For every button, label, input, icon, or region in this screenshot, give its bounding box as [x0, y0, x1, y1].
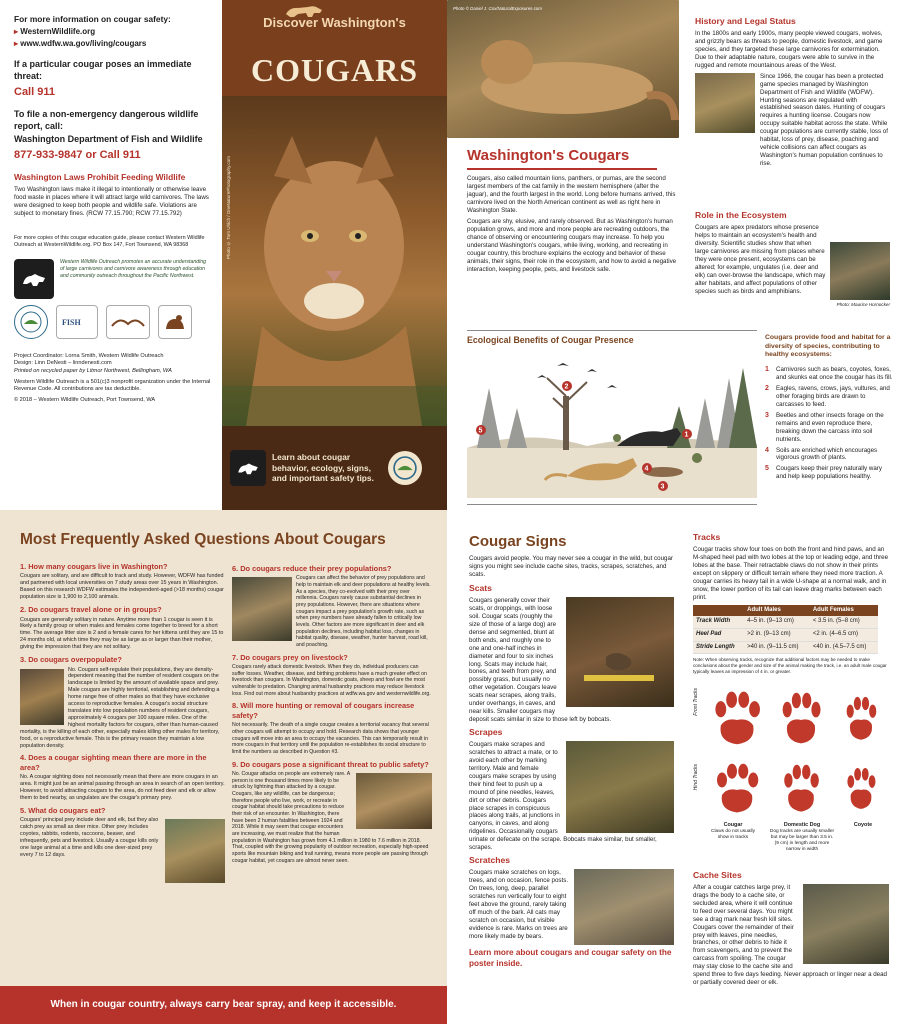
scratches-text: Cougars make scratches on logs, trees, and on occasion, fence posts. On trees, long, deep, parallel scratches run vertically four to eight feet above the ground, rarely taking off much of the bark. All cats may scratch on occasion, but visible evidence is rare. Marks on trees are more likely made by bears.: [469, 869, 569, 940]
wwo-text: Western Wildlife Outreach promotes an accurate understanding of large carnivores and carnivore awareness through education and community outreach throughout the Pacific Northwest.: [60, 259, 207, 279]
eco-marker-2: 2: [564, 383, 569, 391]
scats-title: Scats: [469, 583, 492, 593]
cougar-caption: Cougar Claws do not usually show in tracks: [711, 821, 755, 840]
wildcare-logo: [106, 305, 150, 339]
history-section: [695, 16, 890, 168]
link-westernwildlife[interactable]: ▸ WesternWildlife.org: [14, 27, 212, 37]
tracks-note: Note: When observing tracks, recognize that additional factors may be needed to make conclusions about the gender and size of the animal making the track, i.e. an adult male cougar typically leaves an impression of 4 in. or greater.: [693, 657, 887, 674]
tracks-title: Tracks: [693, 532, 721, 542]
eco-scene: [467, 348, 757, 498]
scrapes-title: Scrapes: [469, 727, 503, 737]
table-row: Track Width 4–5 in. (9–13 cm) < 3.5 in. (5–8 cm): [693, 616, 878, 628]
coyote-caption: Coyote: [853, 821, 873, 828]
copies-text: For more copies of this cougar education guide, please contact Western Wildlife Outreach at WesternWildlife.org. PO Box 147, Fort Townsend, WA 98368: [14, 235, 205, 249]
hind-tracks-label: Hind Tracks: [693, 763, 699, 791]
wa-cougars-title: Washington's Cougars: [467, 147, 630, 164]
dog-caption: Domestic Dog Dog tracks are usually smaller but may be larger than 3.5 in. (9 cm) in length and more narrow in width: [769, 821, 835, 853]
eco-item-4: 4 Soils are enriched which encourages vigorous growth of plants.: [765, 446, 878, 462]
eco-item-3: 3 Beetles and other insects forage on the remains and even reproduce there, breaking down the carcass into soil nutrients.: [765, 411, 884, 443]
faq-col-right: [232, 560, 432, 867]
faq-panel: [0, 510, 447, 1024]
eco-title: Ecological Benefits of Cougar Presence: [467, 335, 634, 345]
more-info-heading: For more information on cougar safety:: [14, 14, 171, 24]
ecosystem-photo: [830, 242, 890, 300]
eco-marker-3: 3: [660, 483, 665, 491]
eco-item-2: 2 Eagles, ravens, crows, jays, vultures, and other foraging birds are drawn to carcasses to feed.: [765, 384, 890, 408]
coyote-hind-print: [847, 768, 875, 809]
cache-title: Cache Sites: [693, 869, 742, 880]
nonprofit-text: Western Wildlife Outreach is a 501(c)3 nonprofit organization under the Internal Revenue Code. All contributions are tax deductible.: [14, 378, 211, 392]
scats-text: Cougars generally cover their scats, or droppings, with loose soil. Cougar scats (roughly the size of those of a large dog) are dense and segmented, blunt at both ends, and roughly one to one and one-half inches in diameter and four to six inches long. Scats may include hair, bones, and teeth from prey, and possibly grass, but usually no other vegetation. Cougars leave scats near scrapes, along trails, under overhangs, in caves, and near kills. Smaller cougars may deposit scats similar in size to those left by bobcats.: [469, 597, 612, 724]
faq-a3: No. Cougars self-regulate their populations, they are density-dependent meaning that the number of resident cougars on the landscape is limited by the amount of available space and prey. Male cougars are highly territorial, establishing and defending a home range free of other males so that they have exclusive access to reproductive females. A cougar's social structure translates into low population numbers of resident cougars, approximately 4 cougars per 100 square miles. One of the highest mortality factors for cougars, other than human-caused mortality, is the killing of each other, especially males killing other males for territory, food, or a reproductive female. This is the primary reason they maintain a low population density.: [20, 666, 220, 749]
eco-benefits-list: [765, 334, 893, 484]
cache-photo: [803, 884, 889, 964]
table-row: Heel Pad >2 in. (9–13 cm) <2 in. (4–6.5 cm): [693, 628, 878, 641]
nonemergency-heading: To file a non-emergency dangerous wildlife report, call:: [14, 108, 199, 131]
eco-marker-5: 5: [478, 427, 483, 435]
col-adult-females: Adult Females: [810, 605, 878, 617]
faq-q8: 8. Will more hunting or removal of cougars increase safety?: [232, 701, 415, 720]
faq-col-left: [20, 558, 225, 885]
faq-q2: 2. Do cougars travel alone or in groups?: [20, 605, 162, 615]
faq-q6: 6. Do cougars reduce their prey populations?: [232, 564, 392, 573]
threat-heading: If a particular cougar poses an immediate threat:: [14, 59, 192, 82]
scrape-photo: [566, 741, 674, 833]
link-wdfw[interactable]: ▸ www.wdfw.wa.gov/living/cougars: [14, 39, 212, 49]
wa-cougars-p2: Cougars are shy, elusive, and rarely observed. But as Washington's human population grows, and more and more people are recreating outdoors, the chance of observing or encountering cougars may increase. To help you understand Washington's cougars, while living, working, and recreating in cougar country, this brochure explains the ecology and behavior of these animals, their signs, their role in the ecosystem, and how to avoid a negative interaction, keeping people, pets, and livestock safe.: [467, 217, 677, 273]
paw-print-grid: [703, 680, 889, 830]
laws-title: Washington Laws Prohibit Feeding Wildlife: [14, 171, 186, 182]
cover-footer: [222, 426, 447, 510]
eco-item-1: 1 Carnivores such as bears, coyotes, foxes, and skunks eat once the cougar has its fill.: [765, 366, 893, 381]
faq-q3: 3. Do cougars overpopulate?: [20, 655, 122, 665]
faq-a5: Cougars' principal prey include deer and elk, but they also catch prey as small as deer mice. Other prey includes coyotes, rabbits, rodents, raccoons, beaver, and infrequently, pets and livestock. Usually a cougar kills only one large animal at a time and kills one deer-sized prey every 7 to 12 days.: [20, 817, 159, 858]
faq-title: Most Frequently Asked Questions About Cougars: [20, 531, 386, 548]
wa-photo-credit: Photo © Daniel J. Cox/NaturalExposures.com: [453, 6, 542, 11]
tracks-table: [693, 605, 878, 655]
faq-q7: 7. Do cougars prey on livestock?: [232, 652, 348, 662]
history-photo: [695, 73, 755, 133]
wwo-cover-logo: [230, 450, 266, 486]
faq-a9: No. Cougar attacks on people are extremely rare. A person is one thousand times more likely to be struck by lightning than attacked by a cougar. Cougars, like any wildlife, can be dangerous; therefore people who live, work, or recreate in cougar habitat should take precautions to reduce their risk of an encounter. In Washington, there have been 2 human fatalities between 1924 and 2018. While it may seem that cougar encounters are increasing, we must realize that the human population in Washington has grown from 4.1 million in 1980 to 7.6 million in 2018. That, coupled with the growing popularity of outdoor recreation, especially high-speed sports like mountain biking and trail running, means more people are passing through cougar habitat, yet cougars are almost never seen.: [232, 771, 429, 864]
scratches-title: Scratches: [469, 855, 511, 866]
washington-cougars-panel: [447, 0, 903, 510]
fish-wildlife-logo: [56, 305, 98, 339]
signs-intro: Cougars avoid people. You may never see a cougar in the wild, but cougar signs you might see include cache sites, tracks, scrapes, scratches, and scats.: [469, 555, 673, 579]
history-title: History and Legal Status: [695, 16, 796, 26]
reclining-cougar-photo: [447, 0, 679, 138]
wdfw-logo: [14, 305, 48, 339]
wa-cougars-p1: Cougars, also called mountain lions, panthers, or pumas, are the second largest members of the cat family in the western hemisphere (after the jaguar), and the fourth largest in the world. Long before humans arrived, this carnivore lived on the North American continent as well as right here in Washington State.: [467, 175, 676, 214]
wa-cougars-section: [467, 146, 677, 276]
faq-photo-3: [20, 669, 64, 725]
faq-photo-9: [356, 773, 432, 829]
faq-photo-6: [232, 577, 292, 641]
eco-marker-1: 1: [684, 431, 689, 439]
bear-logo: [158, 305, 192, 339]
wdfw-cover-logo: [388, 451, 422, 485]
signs-title: Cougar Signs: [469, 533, 567, 550]
scratches-photo: [574, 869, 674, 945]
cover-photo-credit: Photo © Tom Ulrich / OneNaturePhotography.com: [226, 156, 231, 260]
eco-illustration: [467, 330, 757, 505]
svg-text:FISH: FISH: [62, 318, 81, 328]
laws-text: Two Washington laws make it illegal to intentionally or otherwise leave food waste in places where it will attract large wild carnivores. The laws were designed to keep both people and wildlife safe. Violations are subject to monetary fines. (RCW 77.15.790; RCW 77.15.792): [14, 185, 209, 217]
poster-note: Learn more about cougars and cougar safety on the poster inside.: [469, 948, 672, 968]
contact-panel: [0, 0, 222, 510]
cougar-front-print: [715, 692, 760, 745]
agency-phone: 877-933-9847 or Call 911: [14, 148, 141, 161]
signs-col: [469, 532, 674, 972]
faq-q1: 1. How many cougars live in Washington?: [20, 562, 168, 571]
faq-a2: Cougars are generally solitary in nature. Anytime more than 1 cougar is seen it is likely a family group or when males and females come together to breed for a short time. The average litter size is 2 and a female cares for her kittens until they are 15 to 24 months old, at which time they may be as large as or larger than their mother, giving the impression that they are not solitary.: [20, 616, 224, 651]
eco-intro: Cougars provide food and habitat for a diversity of species, contributing to healthy ecosystems:: [765, 334, 891, 359]
eco-item-5: 5 Cougars keep their prey naturally wary and help keep populations healthy.: [765, 465, 882, 481]
credit-design: Design: Linn DeNesti – linndenesti.com: [14, 360, 112, 367]
agency-name: Washington Department of Fish and Wildlife: [14, 134, 203, 145]
coyote-front-print: [847, 697, 877, 740]
copyright: © 2018 – Western Wildlife Outreach, Port Townsend, WA: [14, 397, 156, 404]
wwo-logo: [14, 259, 54, 299]
faq-q5: 5. What do cougars eat?: [20, 806, 106, 815]
cover-cougar-photo: [222, 96, 447, 426]
history-p2: Since 1966, the cougar has been a protected game species managed by Washington Department of Fish and Wildlife (WDFW). Hunting seasons are regulated with established season dates. Hunting of cougars requires a hunting license. Cougars now occupy suitable habitat across the state. While cougar populations are currently stable, loss of habitat, loss of prey, disease, poaching and vehicle collisions can affect cougars as Washington's human population continues to rise.: [760, 72, 888, 167]
partner-logos: [14, 305, 212, 339]
ecosystem-p1: Cougars are apex predators whose presence helps to maintain an ecosystem's health and diversity. Scientific studies show that when large carnivores are missing from places where they were once present, ecosystems can be altered; for example, ungulates (i.e. deer and elk) can over-browse the landscape, which may alter habitats, and affect populations of other species such as birds and amphibians.: [695, 224, 826, 295]
table-row: Stride Length >40 in. (9–11.5 cm) <40 in. (4.5–7.5 cm): [693, 641, 878, 654]
front-tracks-label: Front Tracks: [693, 687, 699, 716]
faq-a8: Not necessarily. The death of a single cougar creates a territorial vacancy that several other cougars will attempt to occupy and hold. Research data shows that younger cougars will move into an area to occupy the vacancies. This can temporarily result in more cougars in that territory until the population re-establishes its social structure to limit the numbers as described in Question #3.: [232, 722, 429, 755]
cover-panel: [222, 0, 447, 510]
cache-text: After a cougar catches large prey, it drags the body to a cache site, or secluded area, where it will continue to feed over several days. You might see a drag mark near fresh kill sites. Cougars cover the remainder of their prey with leaves, pine needles, branches, or other debris to hide it from scavengers, and to prevent the carcass from spoiling. The cougar may stay close to the cache site and spend three to five days feeding. Never approach or linger near a dead or partially covered deer or elk.: [693, 883, 887, 987]
faq-a7: Cougars rarely attack domestic livestock. When they do, individual producers can suffer losses. Weather, disease, and birthing problems have a much greater effect on livestock than cougars. In Washington, domestic goats, sheep and fowl are the most vulnerable to predation. Changing animal husbandry practices may reduce livestock loss. Find out more about husbandry practices at wdfw.wa.gov and westernwildlife.org.: [232, 664, 431, 697]
signs-panel: [447, 510, 903, 1024]
faq-a1: Cougars are solitary, and are difficult to track and study. However, WDFW has funded and partnered with local universities on 7 study areas over 15 years in Washington. Based on this research WDFW estimates the independent-aged (>18 months) cougar population size is 1,900 to 2,100 animals.: [20, 573, 224, 601]
paw-prints: [693, 678, 889, 853]
credit-coordinator: Project Coordinator: Lorna Smith, Western Wildlife Outreach: [14, 353, 164, 360]
ecosystem-title: Role in the Ecosystem: [695, 210, 787, 220]
credits: [14, 353, 212, 404]
tracks-col: [693, 532, 889, 990]
history-p1: In the 1800s and early 1900s, many people viewed cougars, wolves, and grizzly bears as threats to people, domestic livestock, and game species, and they targeted these large carnivores for extermination. Due to their adaptable nature, cougars were able to survive in the rugged and remote mountainous areas of the West.: [695, 30, 883, 69]
credit-printed: Printed on recycled paper by Litmor Northwest, Bellingham, WA: [14, 367, 172, 374]
faq-a6: Cougars can affect the behavior of prey populations and help to maintain elk and deer populations at healthy levels. As a species, they co-evolved with their prey over millennia. Cougars rarely cause substantial declines in prey populations. However, there are situations where cougars impact a prey population's growth rate, such as when prey numbers have already fallen to critically low levels. Other factors are more significant in deer and elk population declines, including habitat loss, changes in habitat quality, disease, weather, hunter harvest, road kill, and poaching.: [296, 575, 431, 649]
tracks-text: Cougar tracks show four toes on both the front and hind paws, and an M-shaped heel pad with two lobes at the top or leading edge, and three lobes at the base. Their retractable claws do not show in their prints except on slippery or difficult terrain where they need more traction. A cougar carries its heavy tail in a wide U-shape at a normal walk, and in snow, the lower portion of its tail can leave drag marks between each print.: [693, 546, 889, 601]
faq-q4: 4. Does a cougar sighting mean there are more in the area?: [20, 753, 207, 772]
cover-title: COUGARS: [250, 52, 418, 88]
col-adult-males: Adult Males: [744, 605, 810, 617]
faq-a4: No. A cougar sighting does not necessarily mean that there are more cougars in an area. It might just be an animal passing through an area in search of an open territory. However, to avoid attracting cougars to the area, do not feed deer and elk or allow them to bed nearby, as ungulates are the cougar's primary prey.: [20, 774, 225, 802]
threat-number: Call 911: [14, 85, 55, 98]
scat-photo: [566, 597, 674, 707]
scrapes-text: Cougars make scrapes and scratches to attract a mate, or to avoid each other by marking territory. Male and female cougars make scrapes by using their hind feet to push up a mound of pine needles, leaves, dirt or other debris. Cougars place scrapes in conspicuous places along trails, at junctions in canyons, in caves, and along ridgelines. Occasionally cougars urinate or defecate on the scrape. Bobcats make similar, but smaller, scrapes.: [469, 741, 657, 852]
faq-photo-5: [165, 819, 225, 883]
ecosystem-section: [695, 210, 890, 308]
ecosystem-photo-credit: Photo: Maurice Hornocker: [836, 302, 890, 307]
dog-hind-print: [784, 765, 819, 812]
eco-marker-4: 4: [644, 465, 649, 473]
cougar-hind-print: [717, 764, 758, 813]
cover-tagline: Learn about cougar behavior, ecology, signs, and important safety tips.: [272, 451, 374, 484]
faq-footer-banner: When in cougar country, always carry bear spray, and keep it accessible.: [0, 986, 447, 1024]
dog-front-print: [783, 693, 821, 744]
faq-q9: 9. Do cougars pose a significant threat to public safety?: [232, 759, 429, 769]
cover-discover: Discover Washington's: [263, 15, 406, 30]
